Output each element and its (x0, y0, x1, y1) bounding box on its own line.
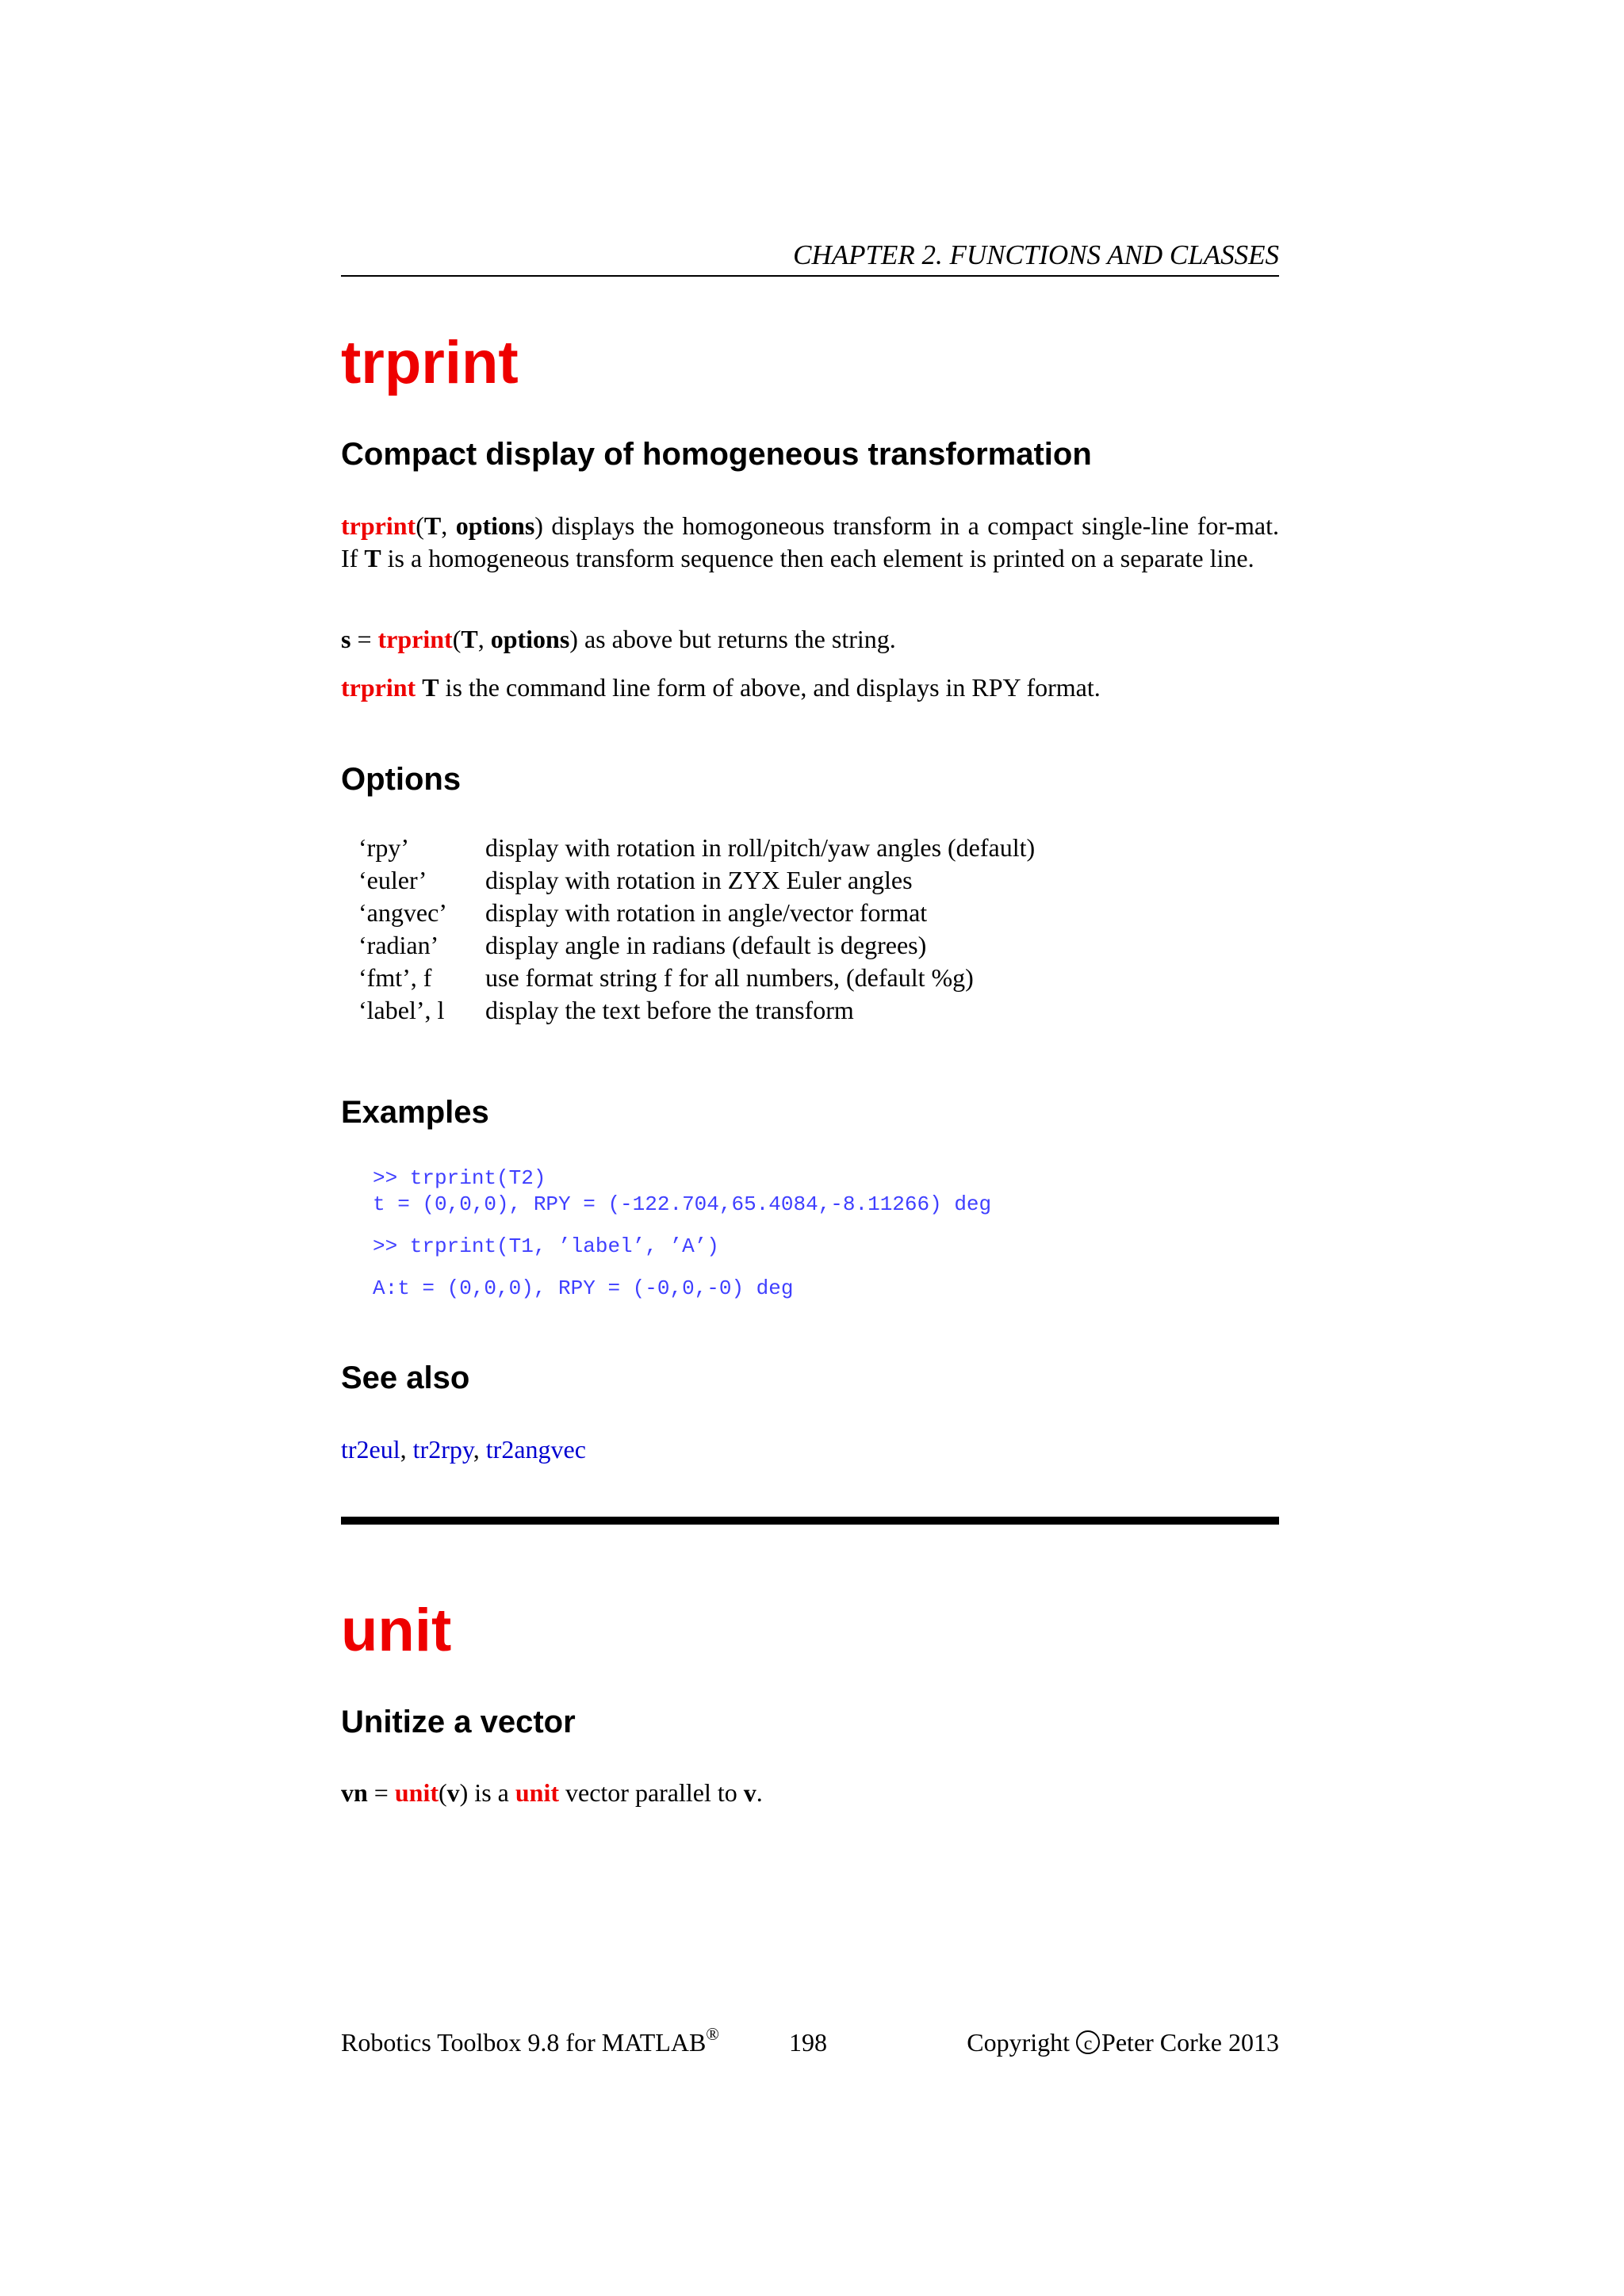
unit-description (341, 1777, 1279, 1809)
separator: , (473, 1435, 486, 1464)
trprint-subtitle: Compact display of homogeneous transformation (341, 437, 1092, 472)
copyright-text: Peter Corke 2013 (1101, 2028, 1279, 2057)
page-footer (341, 2023, 1279, 2061)
paren: ( (452, 625, 462, 653)
arg-T: T (364, 544, 381, 572)
period: . (756, 1778, 763, 1807)
arg-v: v (743, 1778, 756, 1807)
equals: = (350, 625, 378, 653)
paren: ( (438, 1778, 447, 1807)
option-key: ‘angvec’ (358, 898, 447, 927)
link-tr2angvec[interactable]: tr2angvec (485, 1435, 586, 1464)
trprint-description (341, 510, 1279, 575)
link-tr2eul[interactable]: tr2eul (341, 1435, 400, 1464)
option-row (358, 864, 1035, 897)
section-divider (341, 1517, 1279, 1525)
option-desc: display angle in radians (default is degrees) (485, 931, 927, 959)
header-rule (341, 275, 1279, 277)
copyright-icon: c (1076, 2030, 1100, 2054)
paren: ( (416, 511, 424, 540)
footer-copyright (967, 2023, 1279, 2061)
see-also-heading: See also (341, 1360, 470, 1395)
copyright-prefix: Copyright (967, 2028, 1077, 2057)
fn-name: unit (394, 1778, 439, 1807)
option-row (358, 929, 1035, 962)
fn-name: trprint (341, 673, 416, 702)
description-text: ) is a (459, 1778, 515, 1807)
footer-title-text: Robotics Toolbox 9.8 for MATLAB (341, 2028, 707, 2057)
separator: , (400, 1435, 413, 1464)
footer-title (341, 2023, 719, 2061)
trprint-command-description (341, 672, 1279, 704)
arg-v: v (446, 1778, 460, 1807)
option-row (358, 962, 1035, 994)
separator: , (477, 625, 491, 653)
option-desc: display with rotation in angle/vector format (485, 898, 928, 927)
running-head: CHAPTER 2. FUNCTIONS AND CLASSES (793, 239, 1279, 270)
return-var: s (341, 625, 351, 653)
option-desc: display the text before the transform (485, 996, 854, 1024)
unit-subtitle: Unitize a vector (341, 1705, 576, 1739)
arg-options: options (455, 511, 535, 540)
code-line: A:t = (0,0,0), RPY = (-0,0,-0) deg (373, 1276, 794, 1300)
trprint-title: trprint (341, 329, 519, 396)
arg-T: T (422, 673, 439, 702)
see-also-links (341, 1433, 586, 1466)
equals: = (367, 1778, 395, 1807)
option-row (358, 832, 1035, 864)
description-text: vector parallel to (558, 1778, 744, 1807)
unit-title: unit (341, 1597, 452, 1664)
options-heading: Options (341, 762, 462, 797)
examples-heading: Examples (341, 1095, 489, 1130)
option-desc: use format string f for all numbers, (default %g) (485, 963, 974, 992)
option-key: ‘radian’ (358, 931, 439, 959)
description-text: ) displays the homogoneous transform in a compact single-line for-mat. If (341, 511, 1280, 572)
fn-name: unit (515, 1778, 559, 1807)
option-key: ‘rpy’ (358, 833, 409, 862)
option-row (358, 994, 1035, 1027)
option-key: ‘label’, l (358, 996, 445, 1024)
link-tr2rpy[interactable]: tr2rpy (412, 1435, 473, 1464)
option-row (358, 897, 1035, 929)
fn-name: trprint (377, 625, 453, 653)
fn-name: trprint (341, 511, 416, 540)
options-table (358, 832, 1035, 1027)
trprint-return-description (341, 623, 1279, 656)
description-text: ) as above but returns the string. (569, 625, 896, 653)
page-number: 198 (789, 2028, 827, 2057)
arg-options: options (490, 625, 570, 653)
option-desc: display with rotation in ZYX Euler angles (485, 866, 913, 894)
arg-T: T (423, 511, 442, 540)
separator: , (441, 511, 456, 540)
option-key: ‘euler’ (358, 866, 427, 894)
option-key: ‘fmt’, f (358, 963, 432, 992)
description-text: is the command line form of above, and displays in RPY format. (439, 673, 1101, 702)
description-text: is a homogeneous transform sequence then each element is printed on a separate line. (381, 544, 1254, 572)
option-desc: display with rotation in roll/pitch/yaw angles (default) (485, 833, 1036, 862)
code-line: t = (0,0,0), RPY = (-122.704,65.4084,-8.11266) deg (373, 1192, 992, 1216)
registered-mark: ® (706, 2024, 719, 2044)
arg-T: T (461, 625, 478, 653)
return-var: vn (341, 1778, 368, 1807)
code-line: >> trprint(T1, ’label’, ’A’) (373, 1234, 719, 1258)
code-line: >> trprint(T2) (373, 1166, 546, 1190)
